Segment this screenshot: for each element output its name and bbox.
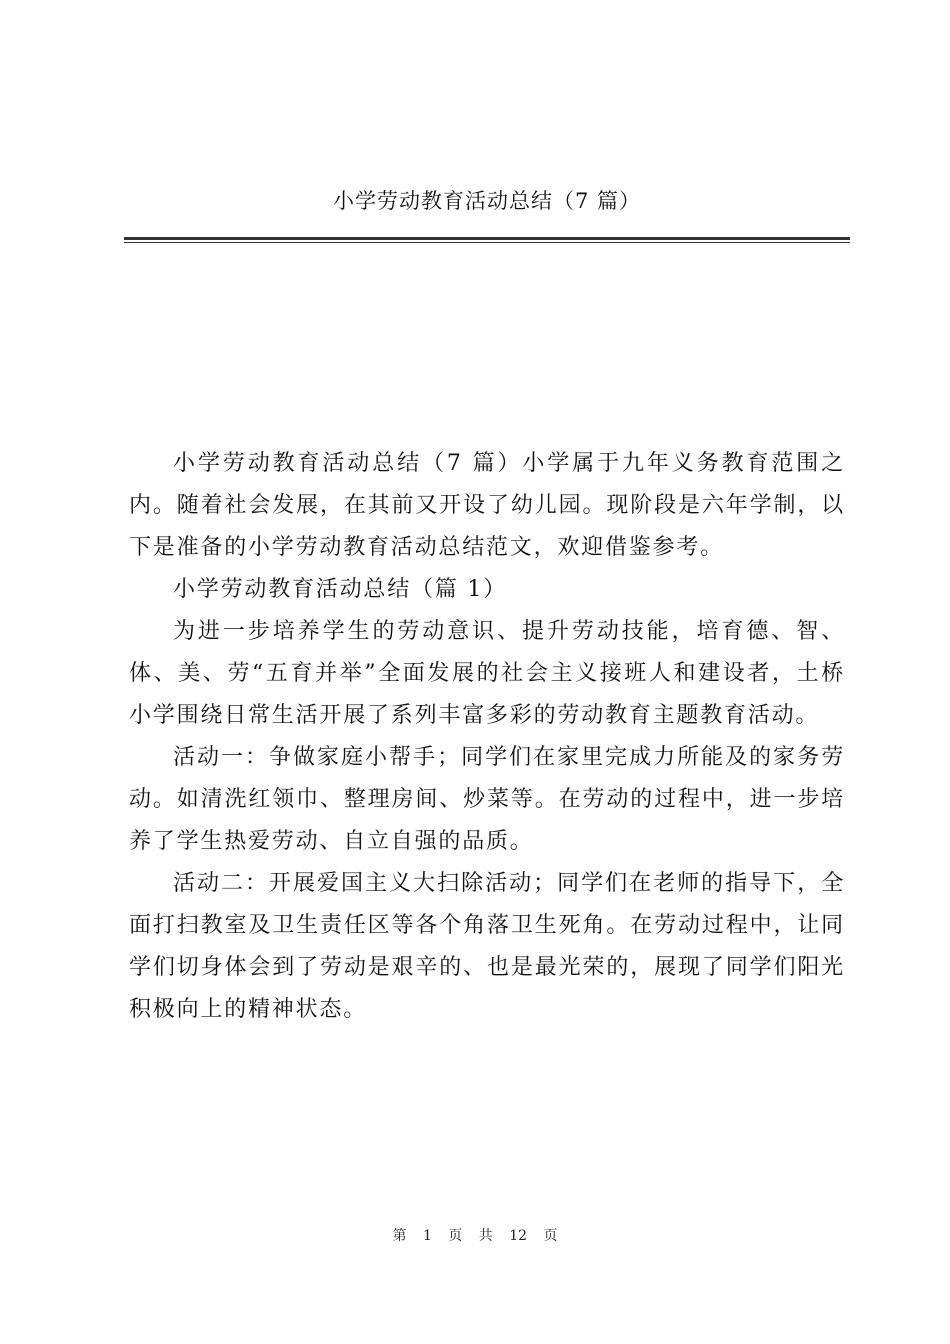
document-title: 小学劳动教育活动总结（7 篇） [332,189,642,213]
paragraph-activity-one: 活动一：争做家庭小帮手；同学们在家里完成力所能及的家务劳动。如清洗红领巾、整理房间、炒菜等。在劳动的过程中，进一步培养了学生热爱劳动、自立自强的品质。 [129,745,845,854]
page-number-label: 第 1 页 共 12 页 [392,1228,558,1244]
page-footer [0,1226,950,1246]
section-heading: 小学劳动教育活动总结（篇 1） [173,577,507,602]
header-rule-thick [124,237,850,240]
header-rule-thin [124,242,850,243]
paragraph-intro: 小学劳动教育活动总结（7 篇）小学属于九年义务教育范围之内。随着社会发展，在其前又开设了幼儿园。现阶段是六年学制，以下是准备的小学劳动教育活动总结范文，欢迎借鉴参考。 [129,451,845,560]
paragraph-purpose: 为进一步培养学生的劳动意识、提升劳动技能，培育德、智、体、美、劳“五育并举”全面发展的社会主义接班人和建设者，土桥小学围绕日常生活开展了系列丰富多彩的劳动教育主题教育活动。 [129,619,845,728]
document-body [129,443,845,1031]
document-header [124,186,850,216]
paragraph-activity-two: 活动二：开展爱国主义大扫除活动；同学们在老师的指导下，全面打扫教室及卫生责任区等各个角落卫生死角。在劳动过程中，让同学们切身体会到了劳动是艰辛的、也是最光荣的，展现了同学们阳光积极向上的精神状态。 [129,871,845,1022]
